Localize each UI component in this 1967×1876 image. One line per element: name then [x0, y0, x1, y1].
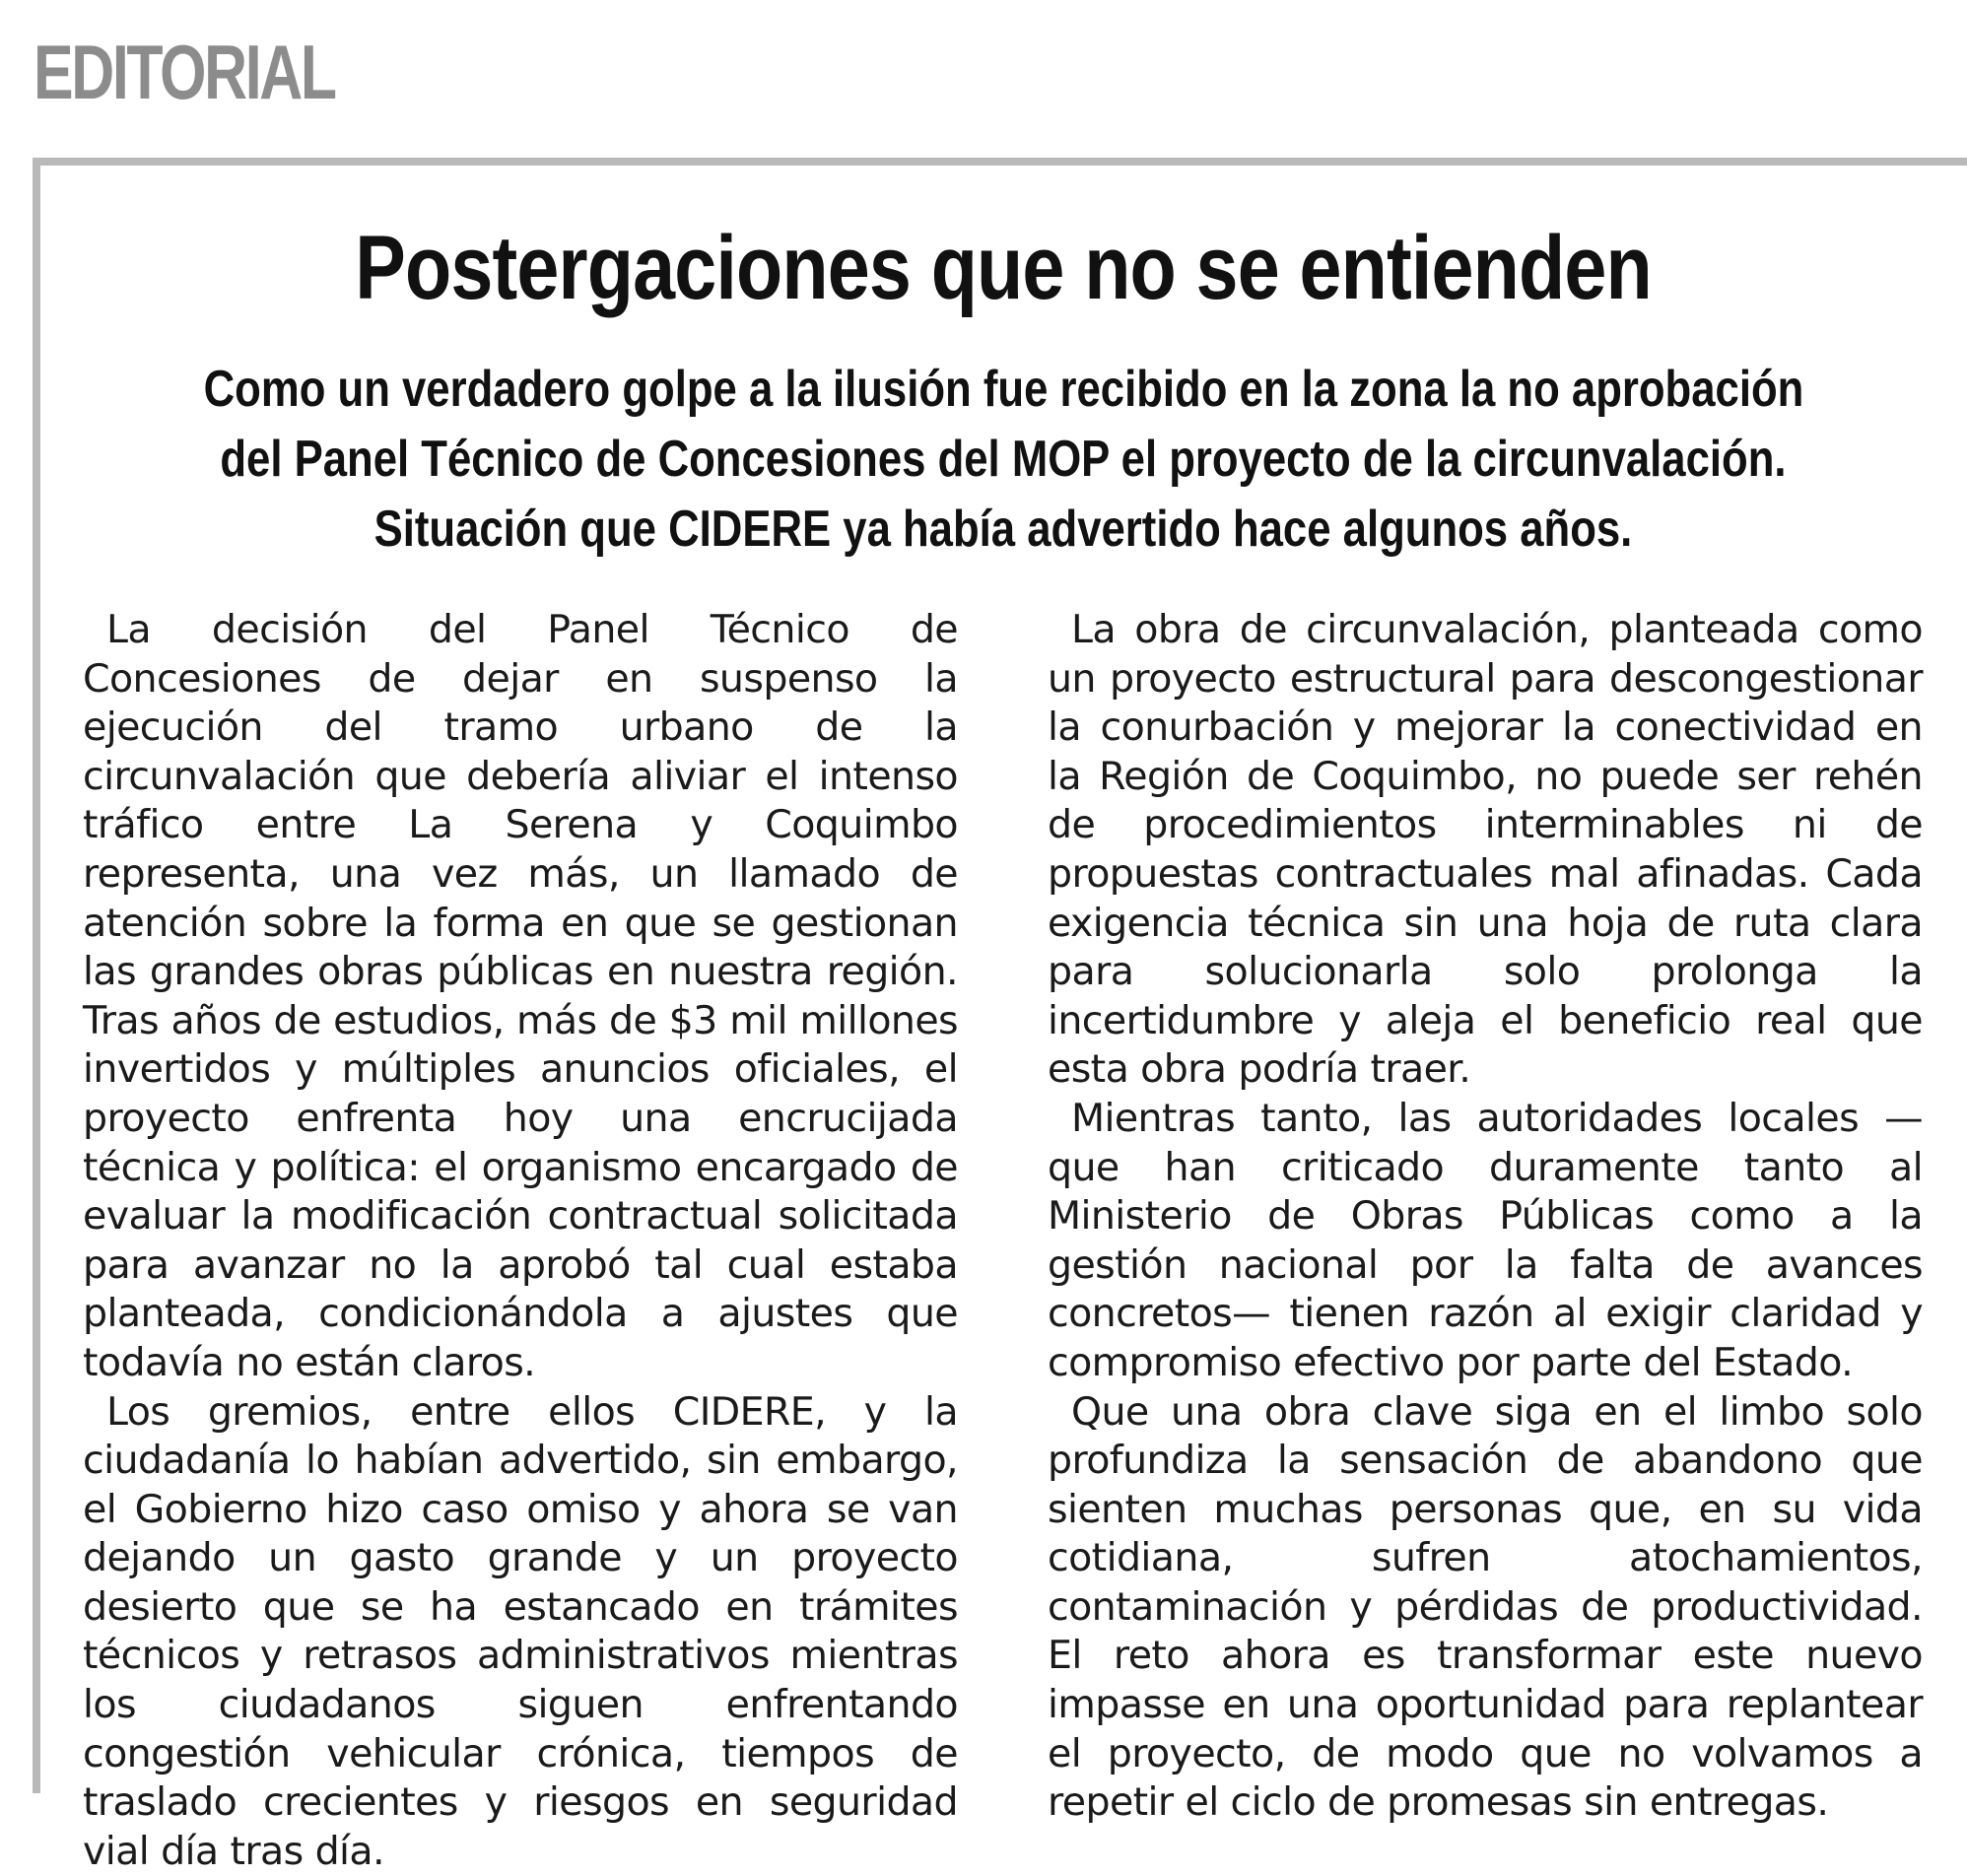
body-paragraph: Que una obra clave siga en el limbo solo profundiza la sensación de abandono que sienten muchas personas que, en su vida cotidiana, sufren atochamientos, contaminación y pérdidas de productividad. El reto ahora es transformar este nuevo impasse en una oportunidad para replantear el proyecto, de modo que no volvamos a repetir el ciclo de promesas sin entregas. [1048, 1388, 1923, 1828]
body-column-right [1048, 606, 1923, 1828]
body-paragraph: La decisión del Panel Técnico de Concesiones de dejar en suspenso la ejecución del tramo urbano de la circunvalación que debería aliviar el intenso tráfico entre La Serena y Coquimbo representa, una vez más, un llamado de atención sobre la forma en que se gestionan las grandes obras públicas en nuestra región. Tras años de estudios, más de $3 mil millones invertidos y múltiples anuncios oficiales, el proyecto enfrenta hoy una encrucijada técnica y política: el organismo encargado de evaluar la modificación contractual solicitada para avanzar no la aprobó tal cual estaba planteada, condicionándola a ajustes que todavía no están claros. [83, 606, 958, 1388]
deck-line-text: Situación que CIDERE ya había advertido hace algunos años. [374, 495, 1633, 565]
body-paragraph: Mientras tanto, las autoridades locales —que han criticado duramente tanto al Ministerio de Obras Públicas como a la gestión nacional por la falta de avances concretos— tienen razón al exigir claridad y compromiso efectivo por parte del Estado. [1048, 1095, 1923, 1388]
deck-line-text: del Panel Técnico de Concesiones del MOP el proyecto de la circunvalación. [220, 425, 1786, 495]
body-paragraph: La obra de circunvalación, planteada como un proyecto estructural para descongestionar la conurbación y mejorar la conectividad en la Región de Coquimbo, no puede ser rehén de procedimientos interminables ni de propuestas contractuales mal afinadas. Cada exigencia técnica sin una hoja de ruta clara para solucionarla solo prolonga la incertidumbre y aleja el beneficio real que esta obra podría traer. [1048, 606, 1923, 1095]
body-paragraph: Los gremios, entre ellos CIDERE, y la ciudadanía lo habían advertido, sin embargo, el Gobierno hizo caso omiso y ahora se van dejando un gasto grande y un proyecto desierto que se ha estancado en trámites técnicos y retrasos administrativos mientras los ciudadanos siguen enfrentando congestión vehicular crónica, tiempos de traslado crecientes y riesgos en seguridad vial día tras día. [83, 1388, 958, 1876]
article-headline [39, 219, 1967, 317]
deck-line-text: Como un verdadero golpe a la ilusión fue recibido en la zona la no aprobación [203, 355, 1803, 425]
article-deck [39, 355, 1967, 565]
deck-line [39, 495, 1967, 565]
section-label: EDITORIAL [34, 28, 335, 116]
body-column-left [83, 606, 958, 1876]
headline-text: Postergaciones que no se entienden [355, 219, 1652, 317]
deck-line [39, 425, 1967, 495]
deck-line [39, 355, 1967, 425]
